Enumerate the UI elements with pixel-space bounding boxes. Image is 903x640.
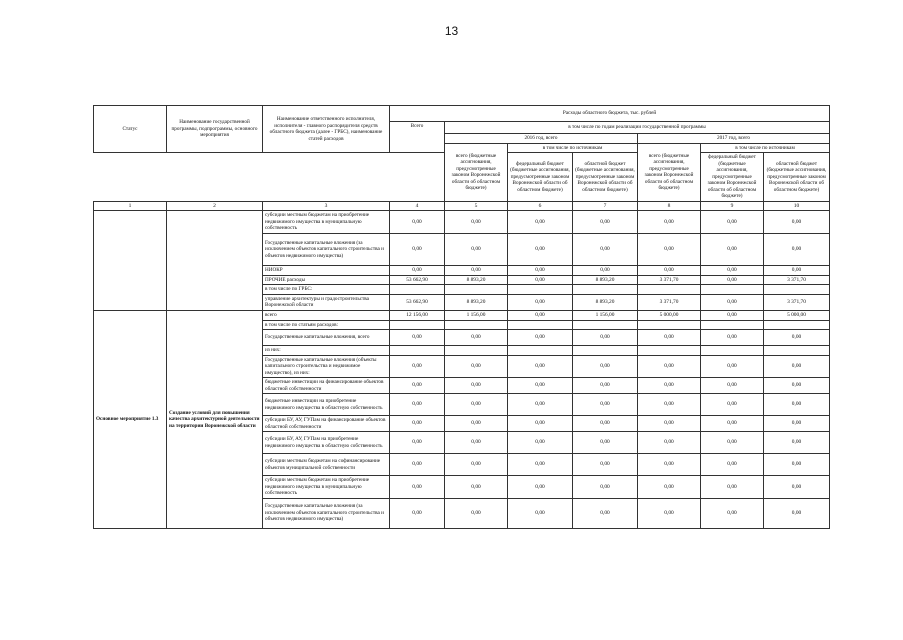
cell-value: 0,00 (390, 394, 445, 416)
cell-value: 0,00 (573, 355, 638, 378)
header-federal-2016: федеральный бюджет (бюджетные ассигнования, предусмотренные законом Воронежской области об областном бюджете) (508, 153, 573, 202)
cell-value: 53 662,90 (390, 275, 445, 285)
cell-value: 0,00 (508, 416, 573, 432)
cell-value (638, 285, 701, 295)
cell-value: 0,00 (445, 330, 508, 346)
header-regional-2017: областной бюджет (бюджетные ассигнования, предусмотренные законом Воронежской области об областном бюджете) (764, 153, 830, 202)
cell-value: 0,00 (638, 432, 701, 454)
program-label: Создание условий для повышения качества архитектурной деятельности на территории Воронежской области (169, 409, 260, 429)
cell-value: 53 662,90 (390, 294, 445, 310)
header-year-2016: 2016 год, всего (445, 134, 638, 144)
row-label: Государственные капитальные вложения (за исключением объектов капитального строительства и объектов недвижимого имущества) (263, 498, 390, 528)
header-federal-2017: федеральный бюджет (бюджетные ассигнования, предусмотренные законом Воронежской области об областном бюджете) (701, 153, 764, 202)
cell-value: 0,00 (573, 476, 638, 499)
table-row (94, 211, 830, 234)
cell-value: 0,00 (445, 378, 508, 394)
cell-value: 8 893,20 (445, 275, 508, 285)
cell-value: 0,00 (764, 476, 830, 499)
cell-value: 0,00 (764, 211, 830, 234)
row-label: бюджетные инвестиции на финансирование объектов областной собственности (263, 378, 390, 394)
program-cell (167, 310, 263, 528)
cell-value: 0,00 (638, 265, 701, 275)
column-number: 3 (263, 201, 390, 211)
cell-value: 0,00 (764, 432, 830, 454)
cell-value: 0,00 (390, 233, 445, 265)
status-label: Основное мероприятие 1.3 (96, 416, 159, 422)
row-label: всего (263, 310, 390, 320)
cell-value (764, 346, 830, 356)
column-number: 7 (573, 201, 638, 211)
header-status: Статус (94, 106, 167, 153)
header-executor: Наименование ответственного исполнителя, исполнителя - главного распорядителя средств областного бюджета (далее - ГРБС), наименование статей расходов (263, 106, 390, 153)
cell-value: 0,00 (445, 265, 508, 275)
column-number: 9 (701, 201, 764, 211)
status-cell (94, 310, 167, 528)
cell-value: 3 371,70 (764, 294, 830, 310)
table-header (94, 106, 830, 211)
cell-value: 3 371,70 (638, 294, 701, 310)
cell-value: 0,00 (764, 355, 830, 378)
cell-value: 0,00 (764, 498, 830, 528)
cell-value: 0,00 (508, 378, 573, 394)
cell-value: 8 893,20 (445, 294, 508, 310)
header-total: Всего (390, 122, 445, 153)
cell-value: 0,00 (638, 211, 701, 234)
cell-value: 0,00 (390, 454, 445, 476)
cell-value: 0,00 (764, 454, 830, 476)
header-expenses: Расходы областного бюджета, тыс. рублей (390, 106, 830, 122)
header-program-name: Наименование государственной программы, подпрограммы, основного мероприятия (167, 106, 263, 153)
cell-value: 0,00 (445, 211, 508, 234)
page-number: 13 (444, 24, 459, 38)
cell-value: 0,00 (638, 330, 701, 346)
cell-value: 0,00 (573, 498, 638, 528)
cell-value: 0,00 (764, 378, 830, 394)
cell-value: 0,00 (638, 233, 701, 265)
cell-value: 0,00 (638, 454, 701, 476)
cell-value: 0,00 (508, 394, 573, 416)
cell-value (390, 285, 445, 295)
cell-value (701, 320, 764, 330)
cell-value: 8 893,20 (573, 294, 638, 310)
cell-value: 3 371,70 (638, 275, 701, 285)
cell-value: 0,00 (701, 211, 764, 234)
row-label: субсидии местным бюджетам на софинансирование объектов муниципальной собственности (263, 454, 390, 476)
column-number: 2 (167, 201, 263, 211)
cell-value: 0,00 (638, 394, 701, 416)
cell-value (390, 346, 445, 356)
row-label: в том числе по статьям расходов: (263, 320, 390, 330)
cell-value: 0,00 (508, 310, 573, 320)
header-by-sources-2017: в том числе по источникам (701, 143, 830, 153)
cell-value: 0,00 (390, 330, 445, 346)
header-by-years: в том числе по годам реализации государственной программы (445, 122, 830, 134)
cell-value: 0,00 (508, 211, 573, 234)
table-body-main-activity (94, 310, 830, 528)
cell-value: 0,00 (390, 378, 445, 394)
cell-value: 0,00 (764, 233, 830, 265)
cell-value: 0,00 (764, 394, 830, 416)
header-regional-2016: областной бюджет (бюджетные ассигнования, предусмотренные законом Воронежской области об областном бюджете) (573, 153, 638, 202)
cell-value: 0,00 (701, 275, 764, 285)
row-label: Государственные капитальные вложения, всего (263, 330, 390, 346)
cell-value (445, 346, 508, 356)
cell-value (508, 346, 573, 356)
cell-value: 0,00 (638, 498, 701, 528)
cell-value: 0,00 (701, 476, 764, 499)
cell-value: 0,00 (508, 294, 573, 310)
cell-value (390, 320, 445, 330)
row-label: Государственные капитальные вложения (за исключением объектов капитального строительства и объектов недвижимого имущества) (263, 233, 390, 265)
row-label: из них: (263, 346, 390, 356)
cell-value: 0,00 (508, 476, 573, 499)
row-label: в том числе по ГРБС: (263, 285, 390, 295)
cell-value (445, 285, 508, 295)
table-body-continuation (94, 211, 830, 311)
cell-value: 0,00 (390, 476, 445, 499)
column-number: 8 (638, 201, 701, 211)
cell-value: 0,00 (701, 378, 764, 394)
cell-value (764, 285, 830, 295)
cell-value: 0,00 (445, 454, 508, 476)
cell-value: 0,00 (701, 310, 764, 320)
status-cell-empty (94, 211, 167, 311)
cell-value: 0,00 (508, 233, 573, 265)
cell-value: 0,00 (701, 355, 764, 378)
cell-value: 0,00 (701, 454, 764, 476)
column-number: 4 (390, 201, 445, 211)
cell-value: 0,00 (508, 275, 573, 285)
cell-value: 0,00 (573, 416, 638, 432)
cell-value: 0,00 (390, 355, 445, 378)
cell-value: 0,00 (701, 265, 764, 275)
cell-value: 0,00 (390, 265, 445, 275)
row-label: субсидии БУ, АУ, ГУПам на финансирование объектов областной собственности (263, 416, 390, 432)
row-label: ПРОЧИЕ расходы (263, 275, 390, 285)
column-number: 5 (445, 201, 508, 211)
cell-value: 0,00 (701, 498, 764, 528)
header-year-2017: 2017 год, всего (638, 134, 830, 144)
cell-value: 0,00 (573, 394, 638, 416)
cell-value: 5 000,00 (638, 310, 701, 320)
cell-value: 1 156,00 (445, 310, 508, 320)
cell-value: 0,00 (573, 454, 638, 476)
cell-value: 0,00 (573, 265, 638, 275)
row-label: НИОКР (263, 265, 390, 275)
cell-value: 0,00 (445, 233, 508, 265)
cell-value: 0,00 (445, 498, 508, 528)
column-number: 10 (764, 201, 830, 211)
cell-value: 0,00 (638, 476, 701, 499)
cell-value: 0,00 (701, 394, 764, 416)
budget-table (93, 105, 830, 529)
cell-value: 1 156,00 (573, 310, 638, 320)
row-label: субсидии местным бюджетам на приобретение недвижимого имущества в муниципальную собственность (263, 476, 390, 499)
header-total-by-sources-2017: всего (бюджетные ассигнования, предусмотренные законом Воронежской области об областном бюджете) (638, 143, 701, 201)
cell-value: 0,00 (764, 265, 830, 275)
cell-value: 0,00 (445, 432, 508, 454)
program-cell-empty (167, 211, 263, 311)
cell-value: 0,00 (701, 432, 764, 454)
cell-value: 0,00 (764, 416, 830, 432)
cell-value: 0,00 (573, 211, 638, 234)
cell-value: 0,00 (638, 355, 701, 378)
row-label: бюджетные инвестиции на приобретение недвижимого имущества в областную собственность (263, 394, 390, 416)
cell-value: 0,00 (638, 416, 701, 432)
cell-value: 0,00 (390, 211, 445, 234)
column-number-row (94, 201, 830, 211)
cell-value: 0,00 (573, 233, 638, 265)
cell-value: 0,00 (445, 416, 508, 432)
cell-value (638, 346, 701, 356)
cell-value: 0,00 (701, 233, 764, 265)
cell-value: 0,00 (638, 378, 701, 394)
cell-value: 0,00 (701, 416, 764, 432)
cell-value (638, 320, 701, 330)
cell-value: 8 893,20 (573, 275, 638, 285)
row-label: субсидии БУ, АУ, ГУПам на приобретение недвижимого имущества в областную собственность (263, 432, 390, 454)
cell-value: 0,00 (508, 265, 573, 275)
cell-value: 0,00 (390, 432, 445, 454)
cell-value: 0,00 (573, 330, 638, 346)
cell-value: 0,00 (390, 416, 445, 432)
table-row (94, 310, 830, 320)
row-label: управление архитектуры и градостроительства Воронежской области (263, 294, 390, 310)
cell-value: 0,00 (508, 355, 573, 378)
cell-value: 0,00 (390, 498, 445, 528)
cell-value: 0,00 (573, 378, 638, 394)
cell-value (764, 320, 830, 330)
cell-value (508, 285, 573, 295)
cell-value: 12 156,00 (390, 310, 445, 320)
cell-value: 0,00 (445, 355, 508, 378)
cell-value: 5 000,00 (764, 310, 830, 320)
cell-value: 0,00 (701, 330, 764, 346)
cell-value (701, 285, 764, 295)
cell-value: 0,00 (508, 454, 573, 476)
cell-value: 0,00 (508, 330, 573, 346)
cell-value: 0,00 (508, 498, 573, 528)
cell-value (573, 320, 638, 330)
header-by-sources-2016: в том числе по источникам (508, 143, 638, 153)
cell-value: 0,00 (764, 330, 830, 346)
cell-value (573, 285, 638, 295)
cell-value: 0,00 (508, 432, 573, 454)
cell-value (445, 320, 508, 330)
cell-value: 0,00 (445, 476, 508, 499)
cell-value (508, 320, 573, 330)
cell-value: 3 371,70 (764, 275, 830, 285)
column-number: 6 (508, 201, 573, 211)
cell-value (701, 346, 764, 356)
cell-value: 0,00 (445, 394, 508, 416)
column-number: 1 (94, 201, 167, 211)
cell-value: 0,00 (573, 432, 638, 454)
cell-value (573, 346, 638, 356)
row-label: субсидии местным бюджетам на приобретение недвижимого имущества в муниципальную собственность (263, 211, 390, 234)
header-total-by-sources-2016: всего (бюджетные ассигнования, предусмотренные законом Воронежской области об областном бюджете) (445, 143, 508, 201)
row-label: Государственные капитальные вложения (объекты капитального строительства и недвижимое имущество), из них: (263, 355, 390, 378)
cell-value: 0,00 (701, 294, 764, 310)
